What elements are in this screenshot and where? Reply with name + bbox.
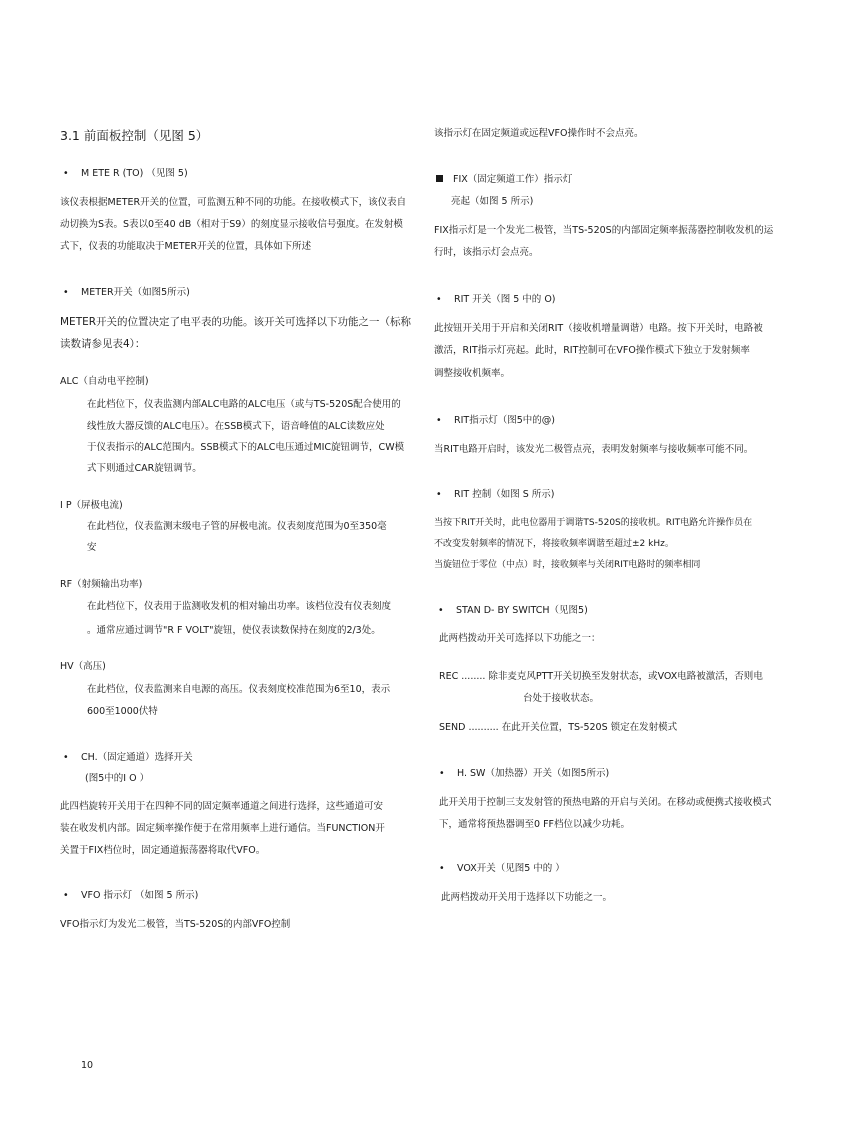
bullet: • [436, 415, 442, 426]
section-title: 3.1 前面板控制（见图 5） [60, 128, 209, 143]
fix-paragraph-line: 行时，该指示灯会点亮。 [434, 247, 539, 258]
meter-paragraph-line: 式下，仪表的功能取决于METER开关的位置，具体如下所述 [60, 241, 312, 252]
vox-heading: • VOX开关（见图5 中的 ） [439, 863, 565, 874]
ch-paragraph-line: 此四档旋转开关用于在四种不同的固定频率通道之间进行选择，这些通道可安 [60, 801, 384, 812]
page-number: 10 [81, 1060, 94, 1071]
rit-control-paragraph-line: 不改变发射频率的情况下，将接收频率调谐至超过±2 kHz。 [434, 539, 674, 549]
rit-lamp-paragraph: 当RIT电路开启时，该发光二极管点亮，表明发射频率与接收频率可能不同。 [434, 444, 754, 455]
alc-paragraph-line: 在此档位下，仪表监测内部ALC电路的ALC电压（或与TS-520S配合使用的 [87, 399, 401, 410]
ch-heading: • CH.（固定通道）选择开关 [63, 752, 193, 763]
fix-heading: FIX（固定频道工作）指示灯 [436, 174, 572, 186]
rit-control-paragraph-line: 当旋钮位于零位（中点）时，接收频率与关闭RIT电路时的频率相同 [434, 560, 701, 570]
vfo-heading: • VFO 指示灯 （如图 5 所示) [63, 890, 199, 901]
send-line: SEND .......... 在此开关位置，TS-520S 锁定在发射模式 [439, 722, 678, 733]
rit-switch-paragraph-line: 此按钮开关用于开启和关闭RIT（接收机增量调谐）电路。按下开关时，电路被 [434, 323, 763, 334]
rit-switch-paragraph-line: 激活，RIT指示灯亮起。此时，RIT控制可在VFO操作模式下独立于发射频率 [434, 345, 750, 356]
ch-paragraph-line: 装在收发机内部。固定频率操作便于在常用频率上进行通信。当FUNCTION开 [60, 823, 385, 834]
meter-paragraph-line: 动切换为S表。S表以0至40 dB（相对于S9）的刻度显示接收信号强度。在发射模 [60, 219, 403, 230]
hv-paragraph-line: 600至1000伏特 [87, 706, 158, 717]
rit-lamp-heading: • RIT指示灯（图5中的@) [436, 415, 555, 426]
vox-paragraph: 此两档拨动开关用于选择以下功能之一。 [441, 892, 613, 903]
bullet: • [439, 863, 445, 874]
rit-control-paragraph-line: 当按下RIT开关时，此电位器用于调谐TS-520S的接收机。RIT电路允许操作员在 [434, 518, 753, 528]
meter-switch-heading: • METER开关（如图5所示) [63, 287, 190, 298]
standby-paragraph: 此两档拨动开关可选择以下功能之一： [439, 633, 601, 644]
fix-subheading: 亮起（如图 5 所示) [451, 196, 534, 207]
hv-paragraph-line: 在此档位，仪表监测来自电源的高压。仪表刻度校准范围为6至10，表示 [87, 684, 391, 695]
rit-control-heading: • RIT 控制（如图 S 所示) [436, 489, 555, 500]
hv-title: HV（高压) [60, 661, 106, 672]
vfo-paragraph-continued: 该指示灯在固定频道或远程VFO操作时不会点亮。 [434, 128, 644, 139]
ip-title: I P（屏极电流) [60, 500, 123, 511]
bullet: • [63, 752, 69, 763]
alc-paragraph-line: 式下则通过CAR旋钮调节。 [87, 463, 202, 474]
ip-paragraph-line: 安 [87, 542, 97, 553]
bullet: • [436, 489, 442, 500]
ip-paragraph-line: 在此档位，仪表监测末级电子管的屏极电流。仪表刻度范围为0至350毫 [87, 521, 387, 532]
rec-line-continued: 台处于接收状态。 [523, 693, 600, 704]
rit-switch-paragraph-line: 调整接收机频率。 [434, 368, 511, 379]
meter-paragraph-line: 该仪表根据METER开关的位置，可监测五种不同的功能。在接收模式下，该仪表自 [60, 197, 407, 208]
vfo-paragraph: VFO指示灯为发光二极管，当TS-520S的内部VFO控制 [60, 919, 291, 930]
alc-title: ALC（自动电平控制) [60, 376, 149, 387]
alc-paragraph-line: 于仪表指示的ALC范围内。SSB模式下的ALC电压通过MIC旋钮调节，CW模 [87, 442, 405, 453]
rf-paragraph-line: 。通常应通过调节"R F VOLT"旋钮，使仪表读数保持在刻度的2/3处。 [87, 625, 381, 636]
bullet: • [63, 287, 69, 298]
rf-title: RF（射频输出功率) [60, 579, 143, 590]
meter-switch-paragraph-line: 读数请参见表4）： [60, 338, 146, 350]
fix-paragraph-line: FIX指示灯是一个发光二极管，当TS-520S的内部固定频率振荡器控制收发机的运 [434, 225, 774, 236]
hsw-heading: • H. SW（加热器）开关（如图5所示) [439, 768, 610, 779]
hsw-paragraph-line: 此开关用于控制三支发射管的预热电路的开启与关闭。在移动或便携式接收模式 [439, 797, 772, 808]
bullet: • [436, 294, 442, 305]
ch-subheading: (图5中的I O ） [85, 773, 150, 784]
bullet: • [438, 605, 444, 616]
hsw-paragraph-line: 下，通常将预热器调至0 FF档位以减少功耗。 [439, 819, 630, 830]
bullet: • [439, 768, 445, 779]
rec-line: REC ........ 除非麦克风PTT开关切换至发射状态，或VOX电路被激活，否则电 [439, 671, 763, 682]
meter-switch-paragraph-line: METER开关的位置决定了电平表的功能。该开关可选择以下功能之一（标称 [60, 316, 412, 328]
alc-paragraph-line: 线性放大器反馈的ALC电压）。在SSB模式下，语音峰值的ALC读数应处 [87, 421, 385, 432]
square-bullet-icon [436, 175, 443, 182]
bullet: • [63, 890, 69, 901]
standby-heading: • STAN D- BY SWITCH（见图5) [438, 605, 588, 616]
bullet: • [63, 168, 69, 179]
rf-paragraph-line: 在此档位下，仪表用于监测收发机的相对输出功率。该档位没有仪表刻度 [87, 601, 392, 612]
ch-paragraph-line: 关置于FIX档位时，固定通道振荡器将取代VFO。 [60, 845, 266, 856]
rit-switch-heading: • RIT 开关（图 5 中的 O) [436, 294, 556, 305]
meter-heading: • M ETE R (TO) （见图 5) [63, 168, 188, 179]
